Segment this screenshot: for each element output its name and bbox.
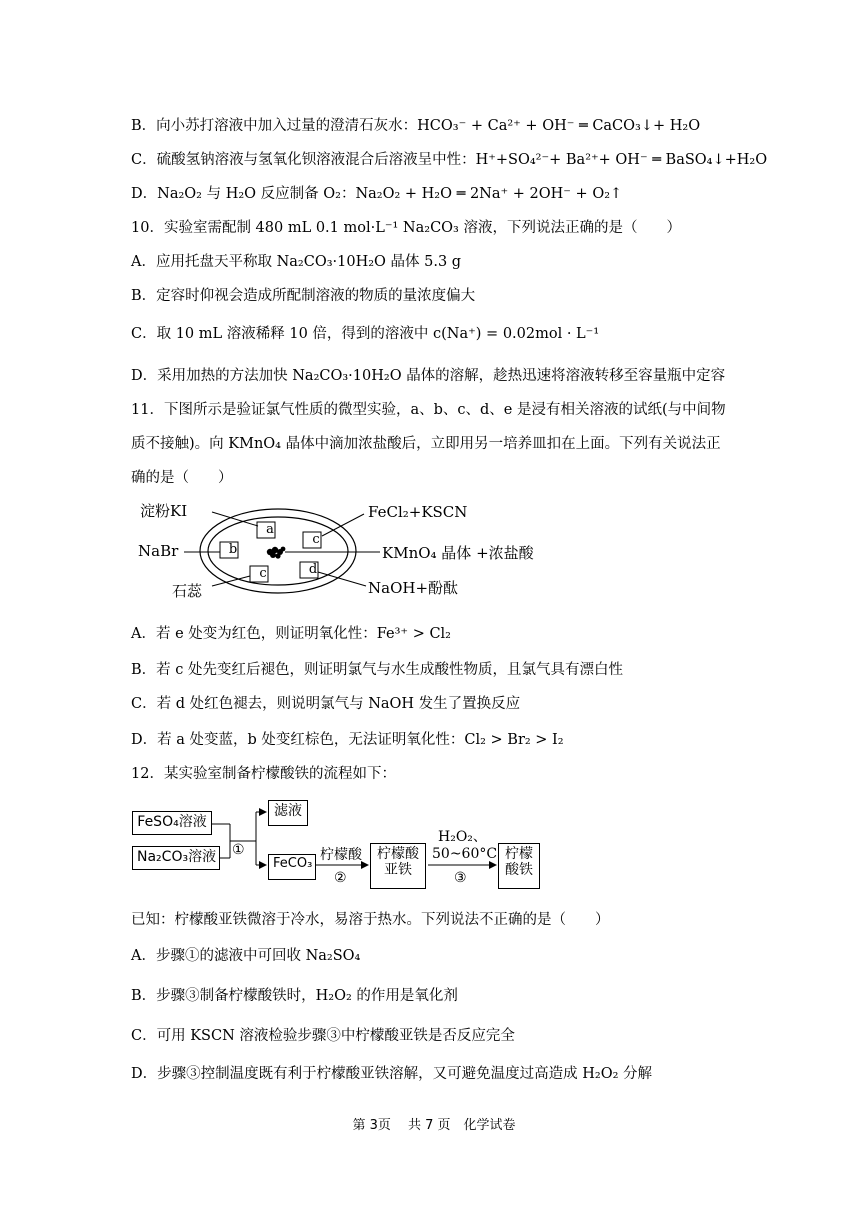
box-ferric-citrate — [498, 843, 540, 889]
q9-option-b: B．向小苏打溶液中加入过量的澄清石灰水：HCO₃⁻ + Ca²⁺ + OH⁻ ═ CaCO₃↓+ H₂O — [131, 118, 701, 134]
q11-option-b: B．若 c 处先变红后褪色，则证明氯气与水生成酸性物质，且氯气具有漂白性 — [131, 662, 623, 678]
reagent-citric-acid: 柠檬酸 — [320, 847, 362, 863]
ferric-citrate-line2: 酸铁 — [505, 862, 533, 879]
q10-option-b: B．定容时仰视会造成所配制溶液的物质的量浓度偏大 — [131, 288, 476, 304]
box-feco3: FeCO₃ — [268, 854, 316, 880]
paper-a-label: a — [266, 522, 274, 537]
ferrous-citrate-line1: 柠檬酸 — [377, 846, 419, 862]
step3-marker: ③ — [454, 870, 467, 886]
q10-option-a: A．应用托盘天平称取 Na₂CO₃·10H₂O 晶体 5.3 g — [131, 254, 462, 270]
box-ferrous-citrate — [370, 843, 426, 889]
label-naoh: NaOH+酚酞 — [368, 579, 459, 597]
q12-option-c: C．可用 KSCN 溶液检验步骤③中柠檬酸亚铁是否反应完全 — [131, 1028, 515, 1044]
paper-d-label: d — [308, 562, 318, 577]
step2-marker: ② — [334, 870, 347, 886]
q11-option-a: A．若 e 处变为红色，则证明氧化性：Fe³⁺ > Cl₂ — [131, 626, 451, 642]
q9-option-d: D．Na₂O₂ 与 H₂O 反应制备 O₂：Na₂O₂ + H₂O ═ 2Na⁺ + 2OH⁻ + O₂↑ — [131, 186, 623, 202]
label-starch-ki: 淀粉KI — [140, 502, 188, 520]
box-filtrate: 滤液 — [268, 800, 308, 826]
label-litmus: 石蕊 — [172, 582, 203, 600]
q10-option-d: D．采用加热的方法加快 Na₂CO₃·10H₂O 晶体的溶解，趁热迅速将溶液转移至容量瓶中定容 — [131, 368, 726, 384]
leader-fecl2 — [322, 514, 364, 536]
q9-option-c: C．硫酸氢钠溶液与氢氧化钡溶液混合后溶液呈中性：H⁺+SO₄²⁻+ Ba²⁺+ OH⁻ ═ BaSO₄↓+H₂O — [131, 152, 768, 168]
q12-option-d: D．步骤③控制温度既有利于柠檬酸亚铁溶解，又可避免温度过高造成 H₂O₂ 分解 — [131, 1066, 652, 1082]
q10-option-c: C．取 10 mL 溶液稀释 10 倍，得到的溶液中 c(Na⁺) = 0.02mol · L⁻¹ — [131, 326, 600, 342]
q10-stem: 10．实验室需配制 480 mL 0.1 mol·L⁻¹ Na₂CO₃ 溶液，下列说法正确的是（ ） — [131, 220, 681, 236]
q11-option-c: C．若 d 处红色褪去，则说明氯气与 NaOH 发生了置换反应 — [131, 696, 521, 712]
label-fecl2: FeCl₂+KSCN — [368, 503, 468, 521]
q11-stem-line2: 质不接触)。向 KMnO₄ 晶体中滴加浓盐酸后，立即用另一培养皿扣在上面。下列有关说法正 — [131, 436, 721, 452]
step1-marker: ① — [232, 842, 245, 858]
q12-option-a: A．步骤①的滤液中可回收 Na₂SO₄ — [131, 948, 361, 964]
q11-stem-line3: 确的是（ ） — [131, 470, 233, 486]
paper-c-label: c — [259, 566, 267, 581]
ferrous-citrate-line2: 亚铁 — [384, 862, 412, 879]
q11-stem-line1: 11．下图所示是验证氯气性质的微型实验，a、b、c、d、e 是浸有相关溶液的试纸(与中间物 — [131, 402, 726, 418]
ferric-citrate-line1: 柠檬 — [505, 846, 533, 862]
label-kmno4: KMnO₄ 晶体 +浓盐酸 — [382, 544, 534, 562]
page-footer: 第 3页 共 7 页 化学试卷 — [352, 1118, 516, 1133]
q12-known: 已知：柠檬酸亚铁微溶于冷水，易溶于热水。下列说法不正确的是（ ） — [131, 912, 610, 928]
q12-option-b: B．步骤③制备柠檬酸铁时，H₂O₂ 的作用是氧化剂 — [131, 988, 458, 1004]
q11-option-d: D．若 a 处变蓝，b 处变红棕色，无法证明氧化性：Cl₂ > Br₂ > I₂ — [131, 732, 564, 748]
kmno4-crystal-icon — [267, 547, 286, 559]
condition-h2o2: H₂O₂、 — [438, 829, 487, 845]
box-na2co3: Na₂CO₃溶液 — [132, 846, 220, 870]
q12-stem: 12．某实验室制备柠檬酸铁的流程如下： — [131, 766, 396, 782]
paper-e-label: c — [312, 532, 320, 547]
condition-temp: 50~60°C — [432, 846, 498, 862]
paper-b-label: b — [228, 542, 238, 557]
box-feso4: FeSO₄溶液 — [132, 811, 212, 835]
label-nabr: NaBr — [138, 542, 179, 560]
